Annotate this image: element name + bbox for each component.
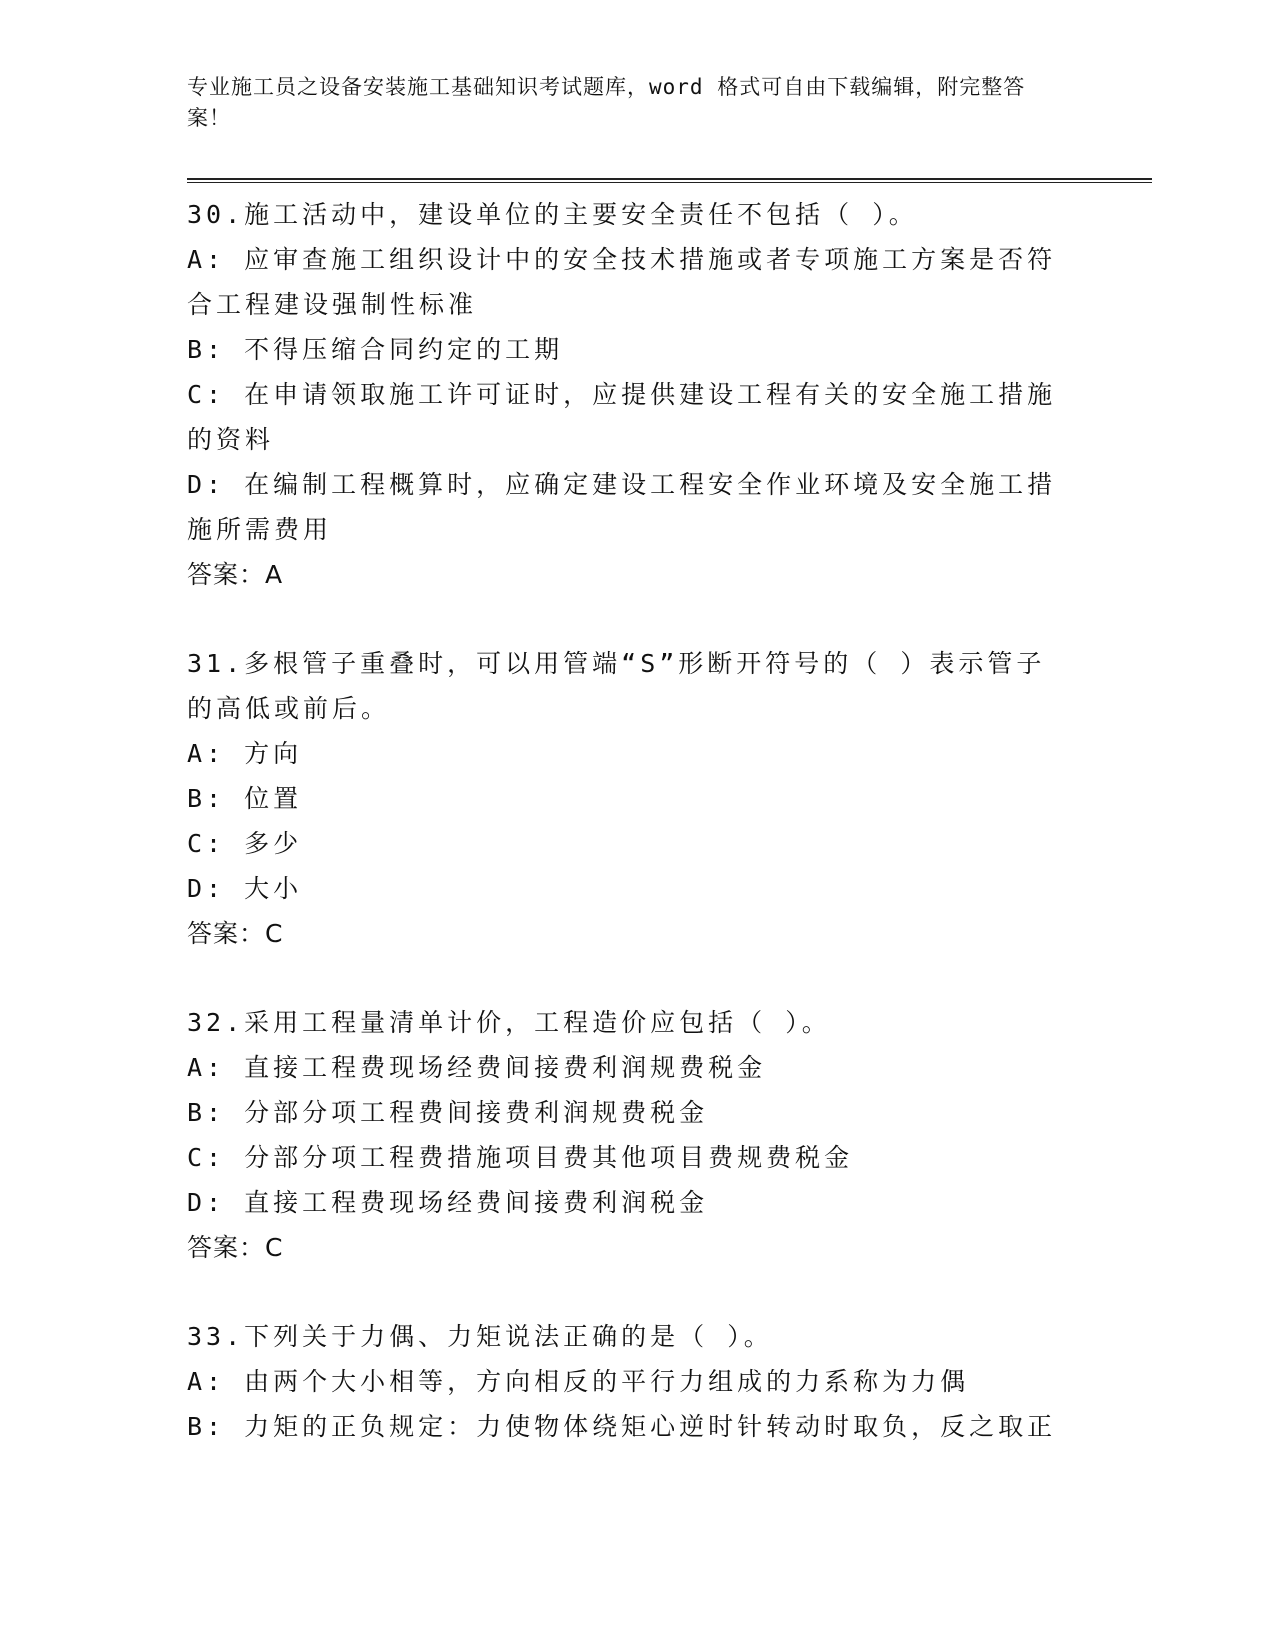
question-33: [187, 1314, 1067, 1449]
question-stem: 33.下列关于力偶、力矩说法正确的是（ ）。: [187, 1322, 773, 1351]
option-b: B: 力矩的正负规定：力使物体绕矩心逆时针转动时取负，反之取正: [187, 1412, 1057, 1441]
option-b: B: 不得压缩合同约定的工期: [187, 335, 564, 364]
header-divider-thin: [187, 182, 1152, 183]
question-32: [187, 1000, 1067, 1270]
option-b: B: 位置: [187, 784, 303, 813]
question-stem: 30.施工活动中，建设单位的主要安全责任不包括（ ）。: [187, 200, 918, 229]
page-header: 专业施工员之设备安装施工基础知识考试题库，word 格式可自由下载编辑，附完整答案！: [187, 75, 1026, 130]
answer: 答案：C: [187, 1233, 284, 1262]
question-stem: 31.多根管子重叠时，可以用管端“S”形断开符号的（ ）表示管子的高低或前后。: [187, 649, 1046, 723]
option-d: D: 大小: [187, 874, 303, 903]
question-31: [187, 641, 1067, 956]
answer: 答案：A: [187, 560, 284, 589]
question-stem: 32.采用工程量清单计价，工程造价应包括（ ）。: [187, 1008, 831, 1037]
header-divider-thick: [187, 178, 1152, 180]
option-a: A: 应审查施工组织设计中的安全技术措施或者专项施工方案是否符合工程建设强制性标准: [187, 245, 1057, 319]
option-c: C: 分部分项工程费措施项目费其他项目费规费税金: [187, 1143, 854, 1172]
option-c: C: 多少: [187, 829, 303, 858]
option-d: D: 在编制工程概算时，应确定建设工程安全作业环境及安全施工措施所需费用: [187, 470, 1057, 544]
option-a: A: 方向: [187, 739, 303, 768]
option-a: A: 由两个大小相等，方向相反的平行力组成的力系称为力偶: [187, 1367, 970, 1396]
option-d: D: 直接工程费现场经费间接费利润税金: [187, 1188, 709, 1217]
answer: 答案：C: [187, 919, 284, 948]
option-b: B: 分部分项工程费间接费利润规费税金: [187, 1098, 709, 1127]
option-c: C: 在申请领取施工许可证时，应提供建设工程有关的安全施工措施的资料: [187, 380, 1057, 454]
question-list: [187, 192, 1067, 1493]
option-a: A: 直接工程费现场经费间接费利润规费税金: [187, 1053, 767, 1082]
question-30: [187, 192, 1067, 597]
